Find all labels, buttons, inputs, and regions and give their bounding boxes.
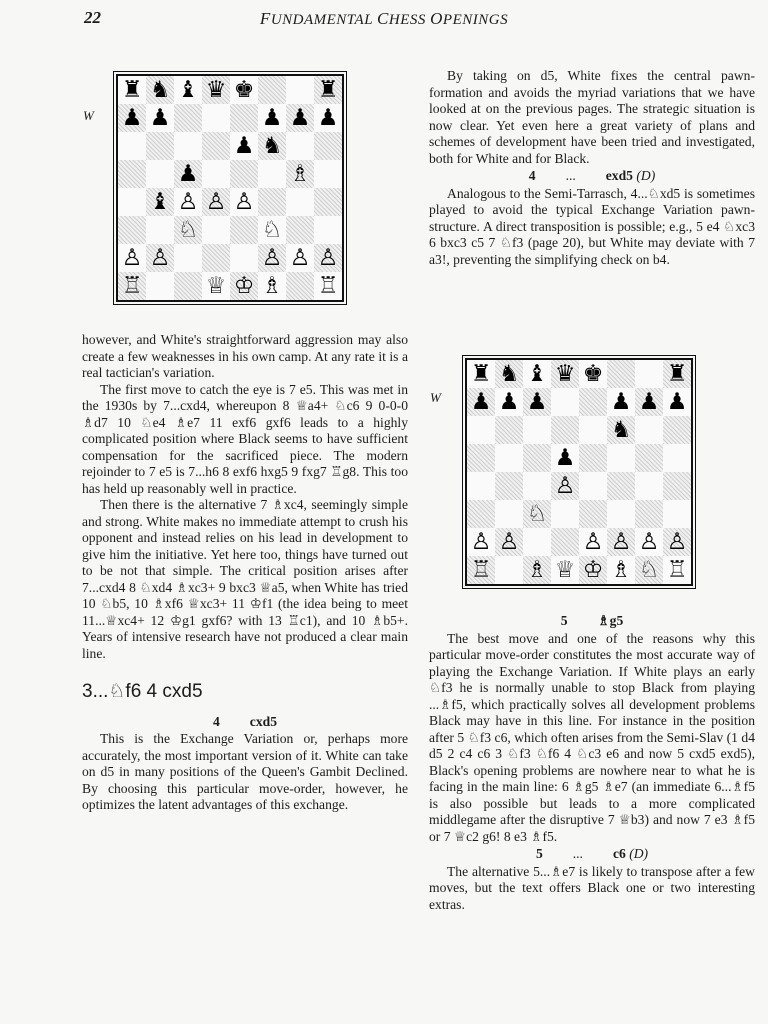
white-pawn-icon: ♙ — [666, 529, 688, 555]
board-square — [174, 76, 202, 104]
board-square — [607, 444, 635, 472]
white-pawn-icon: ♙ — [289, 245, 311, 271]
board-square — [551, 360, 579, 388]
board-square — [579, 472, 607, 500]
black-pawn-icon: ♟ — [233, 133, 255, 159]
board-square — [258, 132, 286, 160]
black-pawn-icon: ♟ — [638, 389, 660, 415]
white-pawn-icon: ♙ — [470, 529, 492, 555]
board-square — [551, 416, 579, 444]
board-square — [174, 216, 202, 244]
board-square — [146, 160, 174, 188]
board-square — [663, 360, 691, 388]
board-square — [230, 188, 258, 216]
white-queen-icon: ♕ — [205, 273, 227, 299]
black-pawn-icon: ♟ — [177, 161, 199, 187]
board-square — [230, 76, 258, 104]
board-square — [579, 500, 607, 528]
board-square — [495, 528, 523, 556]
board-square — [607, 472, 635, 500]
diagram-tag: (D) — [629, 846, 649, 861]
board-square — [551, 556, 579, 584]
board-square — [635, 556, 663, 584]
black-pawn-icon: ♟ — [470, 389, 492, 415]
board-square — [230, 160, 258, 188]
board-square — [495, 388, 523, 416]
board-square — [523, 500, 551, 528]
board-square — [286, 104, 314, 132]
move-number: 5 — [560, 613, 568, 628]
chessboard — [116, 74, 344, 302]
right-column-top — [429, 68, 755, 268]
board-square — [579, 528, 607, 556]
white-knight-icon: ♘ — [638, 557, 660, 583]
board-square — [607, 528, 635, 556]
white-pawn-icon: ♙ — [149, 245, 171, 271]
running-head — [0, 9, 768, 29]
white-rook-icon: ♖ — [317, 273, 339, 299]
white-knight-icon: ♘ — [177, 217, 199, 243]
section-heading: 3...♘f6 4 cxd5 — [82, 681, 203, 702]
left-column — [82, 332, 408, 814]
white-knight-icon: ♘ — [261, 217, 283, 243]
board-square — [314, 272, 342, 300]
running-head-initial-2: C — [377, 9, 389, 28]
right-column-bottom — [429, 612, 755, 913]
board-square — [579, 416, 607, 444]
black-pawn-icon: ♟ — [666, 389, 688, 415]
board-square — [258, 160, 286, 188]
black-pawn-icon: ♟ — [610, 389, 632, 415]
paragraph: The alternative 5...♗e7 is likely to transpose after a few moves, but the text offers Black one or two interesting extras. — [429, 863, 755, 912]
move-text: c6 — [612, 846, 626, 861]
running-head-rest-1: UNDAMENTAL — [270, 12, 378, 28]
board-square — [579, 556, 607, 584]
board-square — [118, 76, 146, 104]
board-square — [607, 416, 635, 444]
board-square — [663, 416, 691, 444]
board-square — [146, 272, 174, 300]
board-square — [258, 216, 286, 244]
board-square — [467, 556, 495, 584]
paragraph: Then there is the alternative 7 ♗xc4, seemingly simple and strong. White makes no immediate attempt to crush his opponent and instead relies on his lead in development to give him the initiative. Yet here too, things have turned out to be not that simple. The critical position arises after 7...cxd4 8 ♘xd4 ♗xc3+ 9 bxc3 ♕a5, when White has tried 10 ♘b5, 10 ♗xf6 ♕xc3+ 11 ♔f1 (the idea being to meet 11...♕xc4+ 12 ♔g1 gxf6? with 13 ♖c1), and 10 ♗b5+. Years of intensive research have not produced a clear main line. — [82, 497, 408, 661]
board-square — [467, 444, 495, 472]
board-square — [635, 388, 663, 416]
move-line — [429, 168, 755, 185]
board-square — [286, 272, 314, 300]
board-square — [663, 528, 691, 556]
board-square — [146, 132, 174, 160]
board-square — [467, 472, 495, 500]
black-rook-icon: ♜ — [470, 361, 492, 387]
board-square — [258, 188, 286, 216]
white-pawn-icon: ♙ — [177, 189, 199, 215]
side-to-move-label: W — [83, 108, 94, 123]
board-square — [118, 244, 146, 272]
board-square — [230, 216, 258, 244]
black-bishop-icon: ♝ — [177, 77, 199, 103]
board-square — [286, 132, 314, 160]
board-square — [202, 104, 230, 132]
white-rook-icon: ♖ — [666, 557, 688, 583]
running-head-initial-3: O — [430, 9, 443, 28]
board-square — [146, 76, 174, 104]
board-square — [523, 472, 551, 500]
board-square — [314, 76, 342, 104]
board-square — [286, 244, 314, 272]
board-square — [314, 188, 342, 216]
board-square — [607, 500, 635, 528]
board-square — [202, 216, 230, 244]
board-square — [495, 556, 523, 584]
black-pawn-icon: ♟ — [149, 105, 171, 131]
chessboard — [465, 358, 693, 586]
board-square — [607, 556, 635, 584]
white-king-icon: ♔ — [582, 557, 604, 583]
board-square — [230, 244, 258, 272]
black-queen-icon: ♛ — [205, 77, 227, 103]
board-square — [202, 272, 230, 300]
white-bishop-icon: ♗ — [526, 557, 548, 583]
board-square — [230, 272, 258, 300]
white-pawn-icon: ♙ — [317, 245, 339, 271]
board-square — [146, 104, 174, 132]
board-square — [495, 444, 523, 472]
board-square — [551, 528, 579, 556]
black-rook-icon: ♜ — [121, 77, 143, 103]
move-line — [429, 613, 755, 630]
board-square — [174, 272, 202, 300]
board-square — [607, 388, 635, 416]
board-square — [635, 416, 663, 444]
board-square — [314, 244, 342, 272]
white-knight-icon: ♘ — [526, 501, 548, 527]
board-square — [579, 388, 607, 416]
board-square — [118, 272, 146, 300]
board-square — [579, 444, 607, 472]
board-square — [635, 472, 663, 500]
chess-diagram-2 — [426, 350, 756, 600]
side-to-move-label: W — [430, 390, 441, 405]
paragraph: The best move and one of the reasons why this particular move-order constitutes the most accurate way of playing the Exchange Variation. If White plays an early ♘f3 he is normally unable to stop Black from playing ...♗f5, which practically solves all development problems Black may have in this line. For instance in the position after 5 ♘f3 c6, which often arises from the Semi-Slav (1 d4 d5 2 c4 c6 3 ♘f3 ♘f6 4 ♘c3 e6 and now 5 cxd5 exd5), Black's opening problems are nowhere near to what he is facing in the main line: 6 ♗g5 ♗e7 (an immediate 6...♗f5 is also possible but leads to a more complicated middlegame after the disruptive 7 ♕b3) and now 7 e3 ♗f5 or 7 ♕c2 g6! 8 e3 ♗f5. — [429, 630, 755, 844]
white-rook-icon: ♖ — [121, 273, 143, 299]
board-square — [202, 76, 230, 104]
board-square — [118, 188, 146, 216]
board-square — [635, 444, 663, 472]
move-text: ♗g5 — [597, 613, 624, 628]
black-pawn-icon: ♟ — [498, 389, 520, 415]
board-square — [495, 416, 523, 444]
board-square — [523, 416, 551, 444]
black-knight-icon: ♞ — [149, 77, 171, 103]
move-text: exd5 — [605, 168, 633, 183]
board-square — [230, 104, 258, 132]
diagram-tag: (D) — [636, 168, 656, 183]
paragraph: This is the Exchange Variation or, perhaps more accurately, the most important version of it. White can take on d5 in many positions of the Queen's Gambit Declined. By choosing this particular move-order, however, he optimizes the latent advantages of this exchange. — [82, 731, 408, 812]
board-square — [118, 132, 146, 160]
board-square — [607, 360, 635, 388]
board-square — [551, 500, 579, 528]
chess-diagram-1 — [80, 72, 410, 312]
black-pawn-icon: ♟ — [554, 445, 576, 471]
white-rook-icon: ♖ — [470, 557, 492, 583]
paragraph: The first move to catch the eye is 7 e5. This was met in the 1930s by 7...cxd4, whereupon 8 ♕a4+ ♘c6 9 0-0-0 ♗d7 10 ♘e4 ♗e7 11 exf6 gxf6 leads to a highly complicated position where Black seems to have sufficient compensation for the sacrificed piece. The modern rejoinder to 7 e5 is 7...h6 8 exf6 hxg5 9 fxg7 ♖g8. This too has held up reasonably well in practice. — [82, 381, 408, 496]
black-queen-icon: ♛ — [554, 361, 576, 387]
board-square — [495, 500, 523, 528]
board-square — [286, 216, 314, 244]
board-square — [174, 132, 202, 160]
white-bishop-icon: ♗ — [289, 161, 311, 187]
board-square — [663, 556, 691, 584]
board-square — [286, 76, 314, 104]
board-square — [174, 160, 202, 188]
board-square — [258, 272, 286, 300]
board-square — [467, 500, 495, 528]
board-square — [579, 360, 607, 388]
board-square — [523, 388, 551, 416]
board-square — [146, 188, 174, 216]
paragraph: By taking on d5, White fixes the central pawn-formation and avoids the myriad variations that we have looked at on the previous pages. The strategic situation is now clear. Yet even here a great variety of plans and schemes of development have been tried and investigated, both for White and for Black. — [429, 68, 755, 166]
board-square — [202, 188, 230, 216]
running-head-initial-1: F — [259, 9, 271, 28]
white-pawn-icon: ♙ — [610, 529, 632, 555]
black-pawn-icon: ♟ — [289, 105, 311, 131]
board-square — [286, 188, 314, 216]
white-bishop-icon: ♗ — [610, 557, 632, 583]
board-square — [495, 472, 523, 500]
board-square — [314, 104, 342, 132]
white-king-icon: ♔ — [233, 273, 255, 299]
black-rook-icon: ♜ — [317, 77, 339, 103]
board-square — [467, 388, 495, 416]
white-pawn-icon: ♙ — [233, 189, 255, 215]
board-square — [551, 472, 579, 500]
white-bishop-icon: ♗ — [261, 273, 283, 299]
move-line — [429, 846, 755, 863]
paragraph: Analogous to the Semi-Tarrasch, 4...♘xd5 is sometimes played to avoid the typical Exchange Variation pawn-structure. A direct transposition is possible; e.g., 5 e4 ♘xc3 6 bxc3 c5 7 ♘f3 (page 20), but White may deviate with 7 a3!, preventing the simplifying check on b4. — [429, 185, 755, 267]
board-square — [174, 188, 202, 216]
white-pawn-icon: ♙ — [205, 189, 227, 215]
paragraph: however, and White's straightforward aggression may also create a few weaknesses in his own camp. At any rate it is a real tactician's variation. — [82, 332, 408, 380]
board-square — [635, 500, 663, 528]
white-queen-icon: ♕ — [554, 557, 576, 583]
move-line — [82, 714, 408, 731]
black-king-icon: ♚ — [582, 361, 604, 387]
board-square — [523, 360, 551, 388]
board-square — [146, 244, 174, 272]
board-square — [523, 556, 551, 584]
board-square — [663, 472, 691, 500]
board-square — [258, 76, 286, 104]
black-pawn-icon: ♟ — [261, 105, 283, 131]
white-pawn-icon: ♙ — [261, 245, 283, 271]
board-square — [174, 104, 202, 132]
move-ellipsis: ... — [572, 846, 583, 861]
board-square — [467, 360, 495, 388]
board-square — [118, 160, 146, 188]
board-square — [314, 216, 342, 244]
board-square — [258, 244, 286, 272]
board-square — [551, 388, 579, 416]
move-number: 4 — [213, 713, 220, 729]
board-square — [467, 416, 495, 444]
running-head-rest-2: HESS — [388, 12, 431, 28]
running-head-rest-3: PENINGS — [442, 12, 509, 28]
board-square — [663, 388, 691, 416]
move-number: 5 — [535, 846, 543, 861]
board-square — [146, 216, 174, 244]
move-ellipsis: ... — [565, 168, 576, 183]
page-number: 22 — [84, 8, 101, 27]
board-square — [635, 528, 663, 556]
board-square — [523, 528, 551, 556]
board-square — [202, 160, 230, 188]
black-bishop-icon: ♝ — [149, 189, 171, 215]
board-square — [174, 244, 202, 272]
board-square — [467, 528, 495, 556]
board-square — [202, 244, 230, 272]
black-knight-icon: ♞ — [610, 417, 632, 443]
board-square — [314, 132, 342, 160]
board-square — [314, 160, 342, 188]
board-square — [523, 444, 551, 472]
black-knight-icon: ♞ — [498, 361, 520, 387]
board-square — [551, 444, 579, 472]
move-text: cxd5 — [249, 713, 277, 729]
black-pawn-icon: ♟ — [317, 105, 339, 131]
move-number: 4 — [528, 168, 536, 183]
white-pawn-icon: ♙ — [121, 245, 143, 271]
white-pawn-icon: ♙ — [582, 529, 604, 555]
white-pawn-icon: ♙ — [554, 473, 576, 499]
white-pawn-icon: ♙ — [638, 529, 660, 555]
board-square — [258, 104, 286, 132]
board-square — [663, 444, 691, 472]
board-square — [118, 216, 146, 244]
board-square — [230, 132, 258, 160]
board-square — [663, 500, 691, 528]
black-pawn-icon: ♟ — [526, 389, 548, 415]
board-square — [495, 360, 523, 388]
black-rook-icon: ♜ — [666, 361, 688, 387]
white-pawn-icon: ♙ — [498, 529, 520, 555]
black-knight-icon: ♞ — [261, 133, 283, 159]
board-square — [635, 360, 663, 388]
black-bishop-icon: ♝ — [526, 361, 548, 387]
board-square — [286, 160, 314, 188]
board-square — [202, 132, 230, 160]
black-king-icon: ♚ — [233, 77, 255, 103]
black-pawn-icon: ♟ — [121, 105, 143, 131]
board-square — [118, 104, 146, 132]
